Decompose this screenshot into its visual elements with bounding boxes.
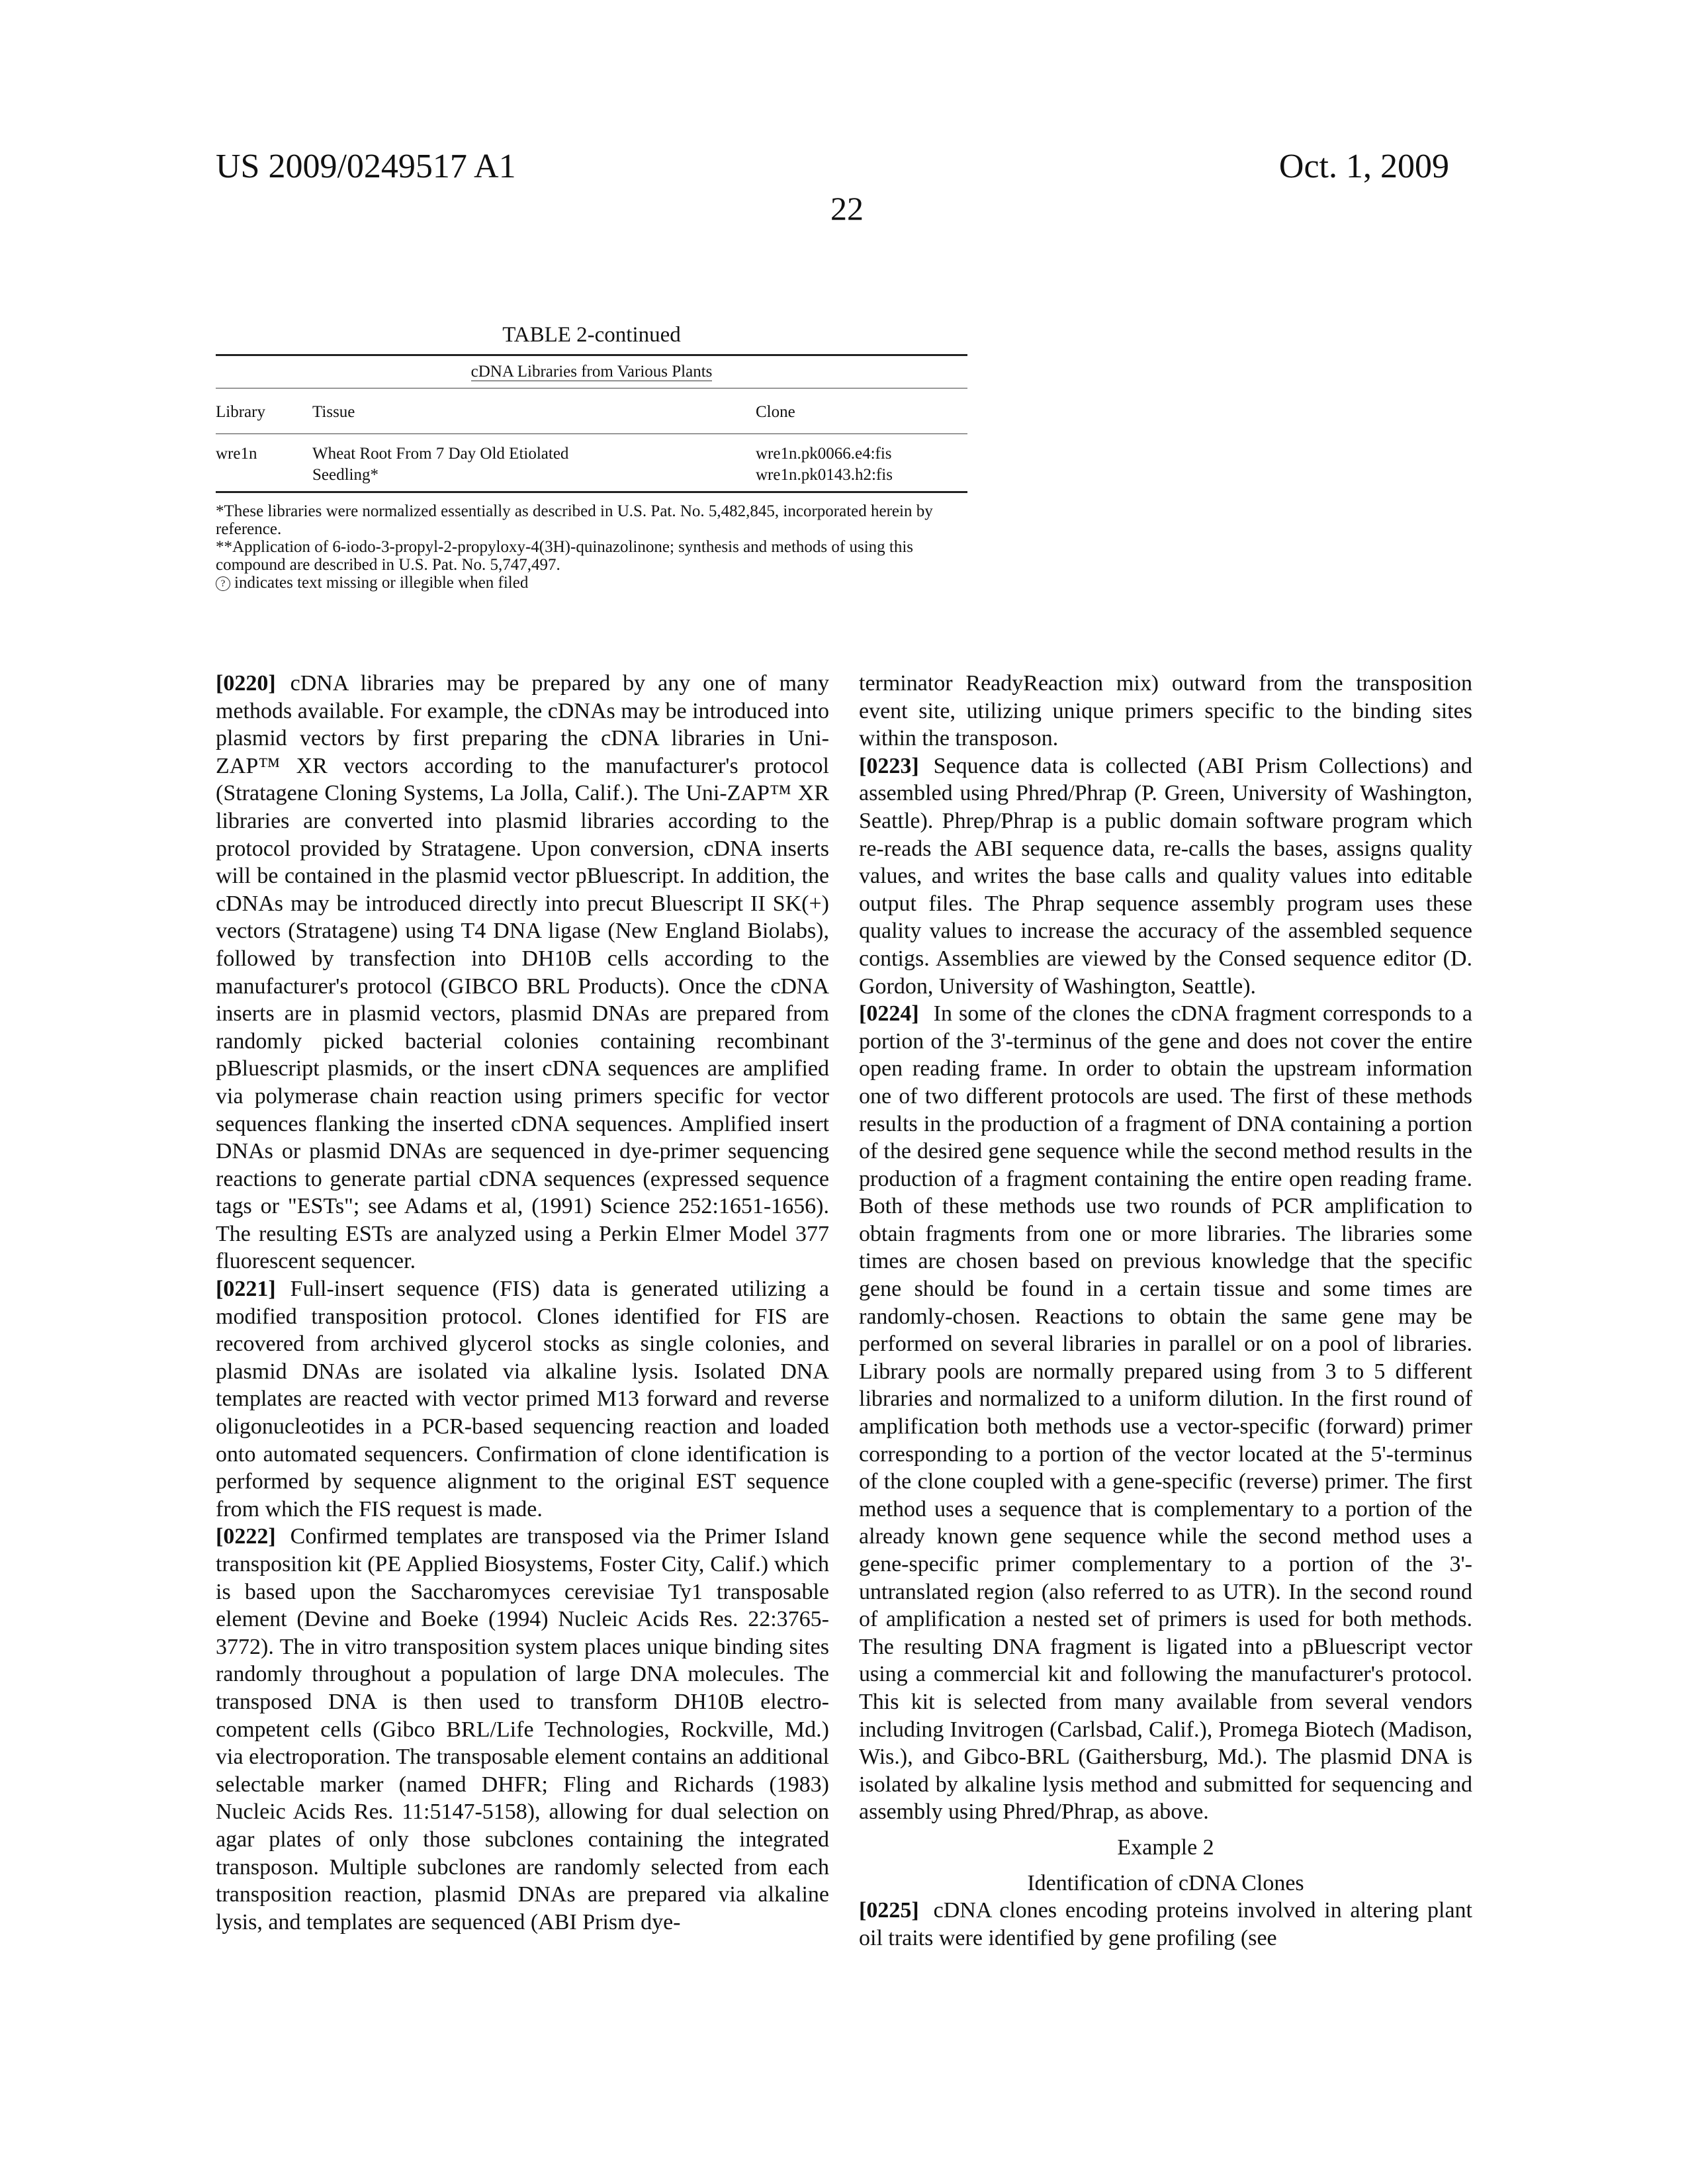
cell-tissue [312,434,756,492]
paragraph-0223 [859,752,1472,1000]
example-label: Example 2 [859,1834,1472,1862]
paragraph-number: [0224] [859,1001,919,1026]
footnote-2: **Application of 6-iodo-3-propyl-2-propyloxy-4(3H)-quinazolinone; synthesis and methods of using this compound are described in U.S. Pat. No. 5,747,497. [216,538,967,574]
col-header-clone: Clone [756,388,967,434]
col-header-tissue: Tissue [312,388,756,434]
cell-clone-line1: wre1n.pk0066.e4:fis [756,443,967,465]
table-caption-text: cDNA Libraries from Various Plants [471,363,713,381]
col-header-library: Library [216,388,312,434]
right-column [859,670,1472,1952]
cell-library: wre1n [216,434,312,492]
paragraph-text: Sequence data is collected (ABI Prism Collections) and assembled using Phred/Phrap (P. Green, University of Washington, Seattle). Phrep/Phrap is a public domain software program which re-reads the ABI sequence data, re-calls the bases, assigns quality values, and writes the base calls and quality values into editable output files. The Phrap sequence assembly program uses these quality values to increase the accuracy of the assembled sequence contigs. Assemblies are viewed by the Consed sequence editor (D. Gordon, University of Washington, Seattle). [859,754,1472,999]
example-title: Identification of cDNA Clones [859,1870,1472,1897]
table-bottom-rule [216,491,967,493]
cell-tissue-line2: Seedling* [312,465,756,486]
paragraph-0221 [216,1275,829,1523]
footnote-3 [216,574,967,592]
publication-date: Oct. 1, 2009 [1279,147,1449,187]
footnote-1: *These libraries were normalized essentially as described in U.S. Pat. No. 5,482,845, incorporated herein by reference. [216,502,967,538]
table-footnotes [216,502,967,592]
cell-clone-line2: wre1n.pk0143.h2:fis [756,465,967,486]
paragraph-text: cDNA libraries may be prepared by any one of many methods available. For example, the cDNAs may be introduced into plasmid vectors by first preparing the cDNA libraries in Uni-ZAP™ XR vectors according to the manufacturer's protocol (Stratagene Cloning Systems, La Jolla, Calif.). The Uni-ZAP™ XR libraries are converted into plasmid libraries according to the protocol provided by Stratagene. Upon conversion, cDNA inserts will be contained in the plasmid vector pBluescript. In addition, the cDNAs may be introduced directly into precut Bluescript II SK(+) vectors (Stratagene) using T4 DNA ligase (New England Biolabs), followed by transfection into DH10B cells according to the manufacturer's protocol (GIBCO BRL Products). Once the cDNA inserts are in plasmid vectors, plasmid DNAs are prepared from randomly picked bacterial colonies containing recombinant pBluescript plasmids, or the insert cDNA sequences are amplified via polymerase chain reaction using primers specific for vector sequences flanking the inserted cDNA sequences. Amplified insert DNAs or plasmid DNAs are sequenced in dye-primer sequencing reactions to generate partial cDNA sequences (expressed sequence tags or "ESTs"; see Adams et al, (1991) Science 252:1651-1656). The resulting ESTs are analyzed using a Perkin Elmer Model 377 fluorescent sequencer. [216,671,829,1273]
table-title: TABLE 2-continued [216,323,967,347]
paragraph-text: Confirmed templates are transposed via the Primer Island transposition kit (PE Applied Biosystems, Foster City, Calif.) which is based upon the Saccharomyces cerevisiae Ty1 transposable element (Devine and Boeke (1994) Nucleic Acids Res. 22:3765-3772). The in vitro transposition system places unique binding sites randomly throughout a population of large DNA molecules. The transposed DNA is then used to transform DH10B electro-competent cells (Gibco BRL/Life Technologies, Rockville, Md.) via electroporation. The transposable element contains an additional selectable marker (named DHFR; Fling and Richards (1983) Nucleic Acids Res. 11:5147-5158), allowing for dual selection on agar plates of only those subclones containing the integrated transposon. Multiple subclones are randomly selected from each transposition reaction, plasmid DNAs are prepared via alkaline lysis, and templates are sequenced (ABI Prism dye- [216,1524,829,1934]
paragraph-0220 [216,670,829,1275]
left-column [216,670,829,1936]
paragraph-text: Full-insert sequence (FIS) data is generated utilizing a modified transposition protocol. Clones identified for FIS are recovered from archived glycerol stocks as single colonies, and plasmid DNAs are isolated via alkaline lysis. Isolated DNA templates are reacted with vector primed M13 forward and reverse oligonucleotides in a PCR-based sequencing reaction and loaded onto automated sequencers. Confirmation of clone identification is performed by sequence alignment to the original EST sequence from which the FIS request is made. [216,1277,829,1522]
table-caption [216,356,967,388]
table-header-row [216,388,967,434]
paragraph-0224 [859,1000,1472,1826]
cell-tissue-line1: Wheat Root From 7 Day Old Etiolated [312,443,756,465]
table-row [216,434,967,492]
table-2-continued [216,323,967,592]
paragraph-number: [0223] [859,754,919,778]
paragraph-number: [0225] [859,1898,919,1923]
paragraph-number: [0222] [216,1524,276,1549]
paragraph-0225 [859,1897,1472,1952]
paragraph-number: [0220] [216,671,276,696]
footnote-3-text: indicates text missing or illegible when filed [234,574,528,592]
question-circle-icon: ? [216,576,230,591]
cell-clone [756,434,967,492]
paragraph-0222-continued: terminator ReadyReaction mix) outward from the transposition event site, utilizing unique primers specific to the binding sites within the transposon. [859,670,1472,752]
page-number: 22 [0,189,1694,228]
cdna-libraries-table [216,388,967,491]
paragraph-number: [0221] [216,1277,276,1301]
paragraph-text: cDNA clones encoding proteins involved in altering plant oil traits were identified by gene profiling (see [859,1898,1472,1950]
patent-number: US 2009/0249517 A1 [216,147,516,187]
paragraph-0222 [216,1523,829,1936]
paragraph-text: In some of the clones the cDNA fragment corresponds to a portion of the 3'-terminus of the gene and does not cover the entire open reading frame. In order to obtain the upstream information one of two different protocols are used. The first of these methods results in the production of a fragment of DNA containing a portion of the desired gene sequence while the second method results in the production of a fragment containing the entire open reading frame. Both of these methods use two rounds of PCR amplification to obtain fragments from one or more libraries. The libraries some times are chosen based on previous knowledge that the specific gene should be found in a certain tissue and some times are randomly-chosen. Reactions to obtain the same gene may be performed on several libraries in parallel or on a pool of libraries. Library pools are normally prepared using from 3 to 5 different libraries and normalized to a uniform dilution. In the first round of amplification both methods use a vector-specific (forward) primer corresponding to a portion of the vector located at the 5'-terminus of the clone coupled with a gene-specific (reverse) primer. The first method uses a sequence that is complementary to a portion of the already known gene sequence while the second method uses a gene-specific primer complementary to a portion of the 3'-untranslated region (also referred to as UTR). In the second round of amplification a nested set of primers is used for both methods. The resulting DNA fragment is ligated into a pBluescript vector using a commercial kit and following the manufacturer's protocol. This kit is selected from many available from several vendors including Invitrogen (Carlsbad, Calif.), Promega Biotech (Madison, Wis.), and Gibco-BRL (Gaithersburg, Md.). The plasmid DNA is isolated by alkaline lysis method and submitted for sequencing and assembly using Phred/Phrap, as above. [859,1001,1472,1824]
